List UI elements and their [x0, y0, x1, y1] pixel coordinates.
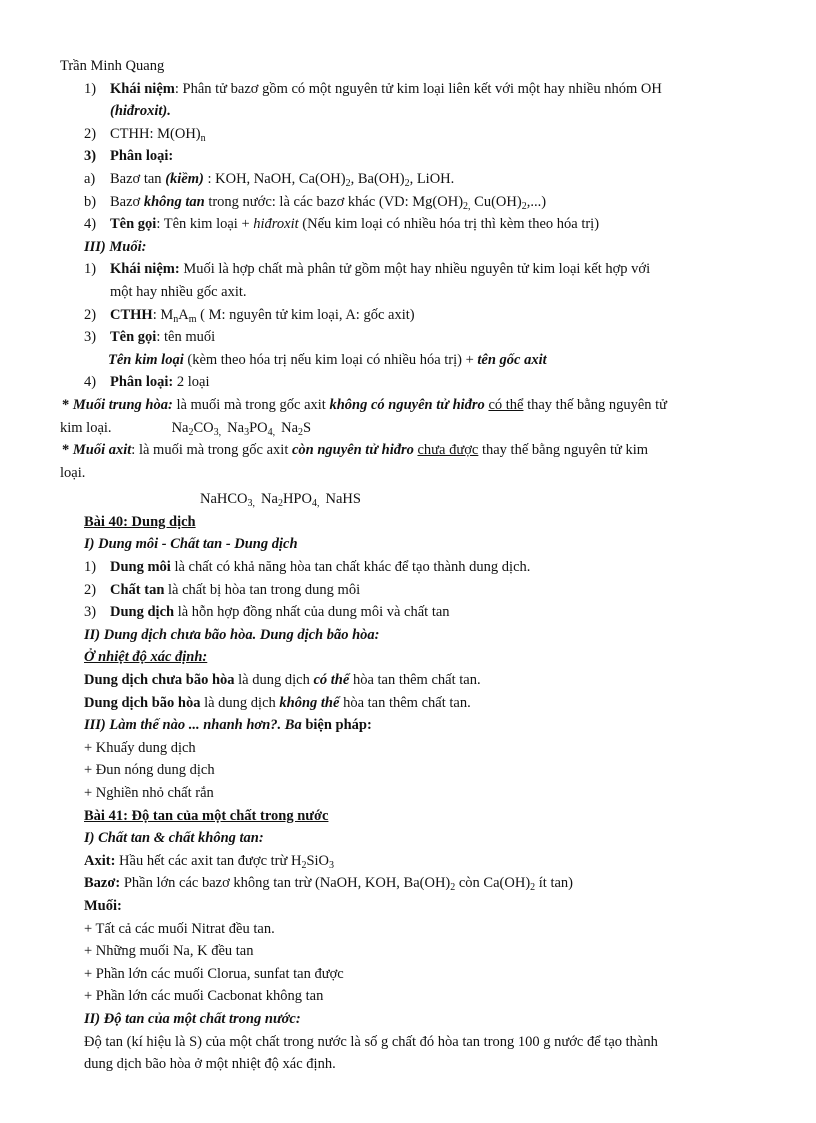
item-heading: Phân loại:	[110, 148, 174, 165]
text: hòa tan thêm chất tan.	[339, 694, 471, 711]
bai41-para-2	[0, 1053, 816, 1076]
formula-na2s: $Na_2S$	[281, 419, 312, 438]
item-number: 1)	[84, 80, 97, 97]
formula-na3po4: $Na_3PO_{4,}$	[227, 419, 276, 438]
bai40-h3	[0, 646, 816, 669]
muoi-axit-formulas	[0, 484, 816, 511]
author-line	[0, 55, 816, 78]
author-name: Trần Minh Quang	[60, 58, 165, 74]
text: thay thế bằng nguyên tử	[523, 396, 668, 413]
subscript: 2,	[463, 200, 471, 212]
list-item: + Phần lớn các muối Clorua, sunfat tan được	[84, 965, 344, 982]
text: : M	[152, 306, 174, 323]
text: biện pháp:	[301, 717, 372, 734]
text: là dung dịch	[200, 694, 280, 711]
item-number: 3)	[84, 148, 97, 165]
text: tên gốc axit	[477, 351, 547, 368]
item-number: 3)	[84, 604, 97, 621]
term: Tên gọi	[110, 329, 157, 346]
bazo-item-b	[0, 191, 816, 214]
bai41-title	[0, 805, 816, 828]
text: ( M: nguyên tử kim loại, A: gốc axit)	[196, 306, 415, 323]
text: trong nước: là các bazơ khác (VD: Mg(OH)	[204, 193, 464, 210]
lesson-title: Bài 40: Dung dịch	[84, 513, 196, 530]
text: Hầu hết các axit tan được trừ H	[115, 852, 302, 869]
muoi-item-3-cont	[0, 349, 816, 372]
muoi-item-1	[0, 258, 816, 281]
bai41-axit	[0, 850, 816, 873]
bai40-h4	[0, 714, 816, 737]
list-item: + Đun nóng dung dịch	[84, 762, 215, 779]
section-heading: II) Độ tan của một chất trong nước:	[84, 1010, 301, 1027]
text: : là muối mà trong gốc axit	[131, 442, 292, 459]
formula-nahco3: NaHCO$_{3,}$	[200, 491, 256, 510]
bai40-method-3	[0, 782, 816, 805]
bai41-muoi-3	[0, 963, 816, 986]
subscript: 3	[329, 859, 335, 871]
bai40-item-3	[0, 601, 816, 624]
text: A	[178, 306, 189, 323]
term: Chất tan	[110, 581, 165, 598]
term: Bazơ:	[84, 875, 121, 892]
text: : tên muối	[156, 329, 216, 346]
term: Axit:	[84, 852, 116, 869]
text: , Ba(OH)	[350, 170, 405, 187]
subscript: 2	[404, 177, 410, 189]
bazo-item-1	[0, 78, 816, 101]
bullet-star: *	[62, 396, 73, 413]
term: CTHH	[110, 306, 153, 323]
text: 2 loại	[173, 374, 210, 391]
section-heading: III) Muối:	[84, 238, 147, 255]
list-item: + Phần lớn các muối Cacbonat không tan	[84, 988, 324, 1005]
text: không thể	[279, 694, 340, 711]
paragraph-text: dung dịch bão hòa ở một nhiệt độ xác định.	[84, 1056, 336, 1073]
bazo-item-4	[0, 213, 816, 236]
bai40-method-1	[0, 737, 816, 760]
bai40-item-1	[0, 556, 816, 579]
item-number: 2)	[84, 306, 97, 323]
item-number: 4)	[84, 374, 97, 391]
subscript: m	[188, 313, 197, 325]
section-heading: Ở nhiệt độ xác định:	[84, 649, 208, 666]
text: ít tan)	[535, 875, 574, 892]
item-text: : Phân tử bazơ gồm có một nguyên tử kim loại liên kết với một hay nhiều nhóm OH	[174, 80, 662, 97]
text: Ba	[281, 717, 302, 734]
section-heading: I) Dung môi - Chất tan - Dung dịch	[84, 536, 298, 553]
text: kim loại.	[60, 419, 112, 436]
underlined-text: có thể	[488, 396, 524, 413]
term: Dung dịch chưa bão hòa	[84, 672, 235, 689]
bai41-para-1	[0, 1031, 816, 1054]
text: hòa tan thêm chất tan.	[349, 672, 481, 689]
text: không tan	[143, 193, 205, 210]
underlined-text: chưa được	[417, 442, 479, 459]
section-heading: I) Chất tan & chất không tan:	[84, 830, 264, 847]
muoi-item-4	[0, 371, 816, 394]
formula-na2co3: $Na_2CO_{3,}$	[171, 419, 222, 438]
text: loại.	[60, 464, 86, 481]
bai40-item-2	[0, 579, 816, 602]
muoi-item-3	[0, 326, 816, 349]
muoi-axit	[0, 439, 816, 462]
list-item: + Khuấy dung dịch	[84, 739, 196, 756]
item-number: 1)	[84, 559, 97, 576]
term: Khái niệm:	[110, 261, 180, 278]
bazo-item-3	[0, 145, 816, 168]
list-item: + Nghiền nhỏ chất rắn	[84, 785, 214, 801]
text: còn nguyên tử hiđro	[291, 442, 414, 459]
text: SiO	[306, 852, 330, 869]
subscript: 2	[530, 882, 536, 894]
text: là chất có khả năng hòa tan chất khác để tạo thành dung dịch.	[170, 559, 531, 576]
text: Cu(OH)	[470, 193, 522, 210]
bai40-h1	[0, 533, 816, 556]
section-heading: II) Dung dịch chưa bão hòa. Dung dịch bão hòa:	[84, 626, 380, 643]
term: Muối:	[84, 897, 122, 914]
item-text: Muối là hợp chất mà phân tử gồm một hay nhiều nguyên tử kim loại kết hợp với	[179, 261, 651, 278]
item-text: (hiđroxit).	[110, 103, 171, 120]
bai41-muoi	[0, 895, 816, 918]
bai41-h1	[0, 827, 816, 850]
text: Bazơ tan	[110, 170, 166, 187]
term: Khái niệm	[110, 80, 175, 97]
bai41-muoi-1	[0, 918, 816, 941]
item-number: b)	[84, 193, 97, 210]
item-number: a)	[84, 170, 96, 187]
text: là hỗn hợp đồng nhất của dung môi và chất tan	[174, 604, 450, 621]
subscript: n	[173, 313, 179, 325]
item-number: 3)	[84, 329, 97, 346]
item-number: 2)	[84, 581, 97, 598]
paragraph-text: Độ tan (kí hiệu là S) của một chất trong nước là số g chất đó hòa tan trong 100 g nước để tạo thành	[84, 1033, 658, 1050]
muoi-trung-hoa-cont	[0, 417, 816, 440]
term: Tên gọi	[110, 216, 157, 233]
text: không có nguyên tử hiđro	[329, 396, 485, 413]
subscript: n	[200, 132, 206, 144]
text: Phần lớn các bazơ không tan trừ (NaOH, KOH, Ba(OH)	[120, 875, 451, 892]
bullet-star: *	[62, 442, 73, 459]
list-item: + Tất cả các muối Nitrat đều tan.	[84, 920, 275, 937]
text: , LiOH.	[409, 170, 455, 187]
text: là muối mà trong gốc axit	[172, 396, 330, 413]
text: : KOH, NaOH, Ca(OH)	[203, 170, 346, 187]
text: : Tên kim loại +	[156, 216, 254, 233]
term: Dung dịch bão hòa	[84, 694, 201, 711]
document-page	[0, 55, 816, 1076]
term: Dung dịch	[110, 604, 175, 621]
term: Muối axit	[72, 442, 132, 459]
muoi-heading	[0, 236, 816, 259]
muoi-item-1-cont	[0, 281, 816, 304]
text: (kèm theo hóa trị nếu kim loại có nhiều hóa trị) +	[183, 351, 478, 368]
formula-nahs: NaHS	[325, 491, 361, 508]
muoi-axit-cont	[0, 462, 816, 485]
text: là dung dịch	[234, 672, 314, 689]
text: (Nếu kim loại có nhiều hóa trị thì kèm theo hóa trị)	[298, 216, 600, 233]
term: Dung môi	[110, 559, 171, 576]
item-number: 4)	[84, 216, 97, 233]
item-number: 2)	[84, 125, 97, 142]
section-heading: III) Làm thế nào ... nhanh hơn?.	[84, 717, 282, 734]
item-number: 1)	[84, 261, 97, 278]
bazo-item-2	[0, 123, 816, 146]
text: hiđroxit	[253, 216, 299, 233]
bai41-muoi-2	[0, 940, 816, 963]
subscript: 2	[450, 882, 456, 894]
bai40-h2	[0, 624, 816, 647]
bazo-item-a	[0, 168, 816, 191]
bai40-method-2	[0, 759, 816, 782]
text: Tên kim loại	[108, 351, 184, 368]
subscript: 2	[345, 177, 351, 189]
text: (kiềm)	[165, 170, 204, 187]
subscript: 2	[521, 200, 527, 212]
list-item: + Những muối Na, K đều tan	[84, 943, 254, 960]
term: Muối trung hòa:	[72, 396, 173, 413]
bai40-line-2	[0, 692, 816, 715]
bai41-muoi-4	[0, 985, 816, 1008]
text: có thể	[313, 672, 350, 689]
subscript: 2	[301, 859, 307, 871]
bai40-line-1	[0, 669, 816, 692]
muoi-item-2	[0, 304, 816, 327]
term: Phân loại:	[110, 374, 174, 391]
text: ,...)	[526, 193, 547, 210]
text: là chất bị hòa tan trong dung môi	[164, 581, 361, 598]
bai41-bazo	[0, 872, 816, 895]
formula-na2hpo4: $Na_2HPO_{4,}$	[261, 491, 320, 510]
lesson-title: Bài 41: Độ tan của một chất trong nước	[84, 807, 329, 824]
bai40-title	[0, 511, 816, 534]
bazo-item-1-cont	[0, 100, 816, 123]
text: thay thế bằng nguyên tử kim	[478, 442, 649, 459]
bai41-h2	[0, 1008, 816, 1031]
formula: CTHH: M(OH)	[110, 125, 201, 142]
muoi-trung-hoa	[0, 394, 816, 417]
item-text: một hay nhiều gốc axit.	[110, 283, 247, 300]
text: Bazơ	[110, 193, 144, 210]
text: còn Ca(OH)	[455, 875, 531, 892]
